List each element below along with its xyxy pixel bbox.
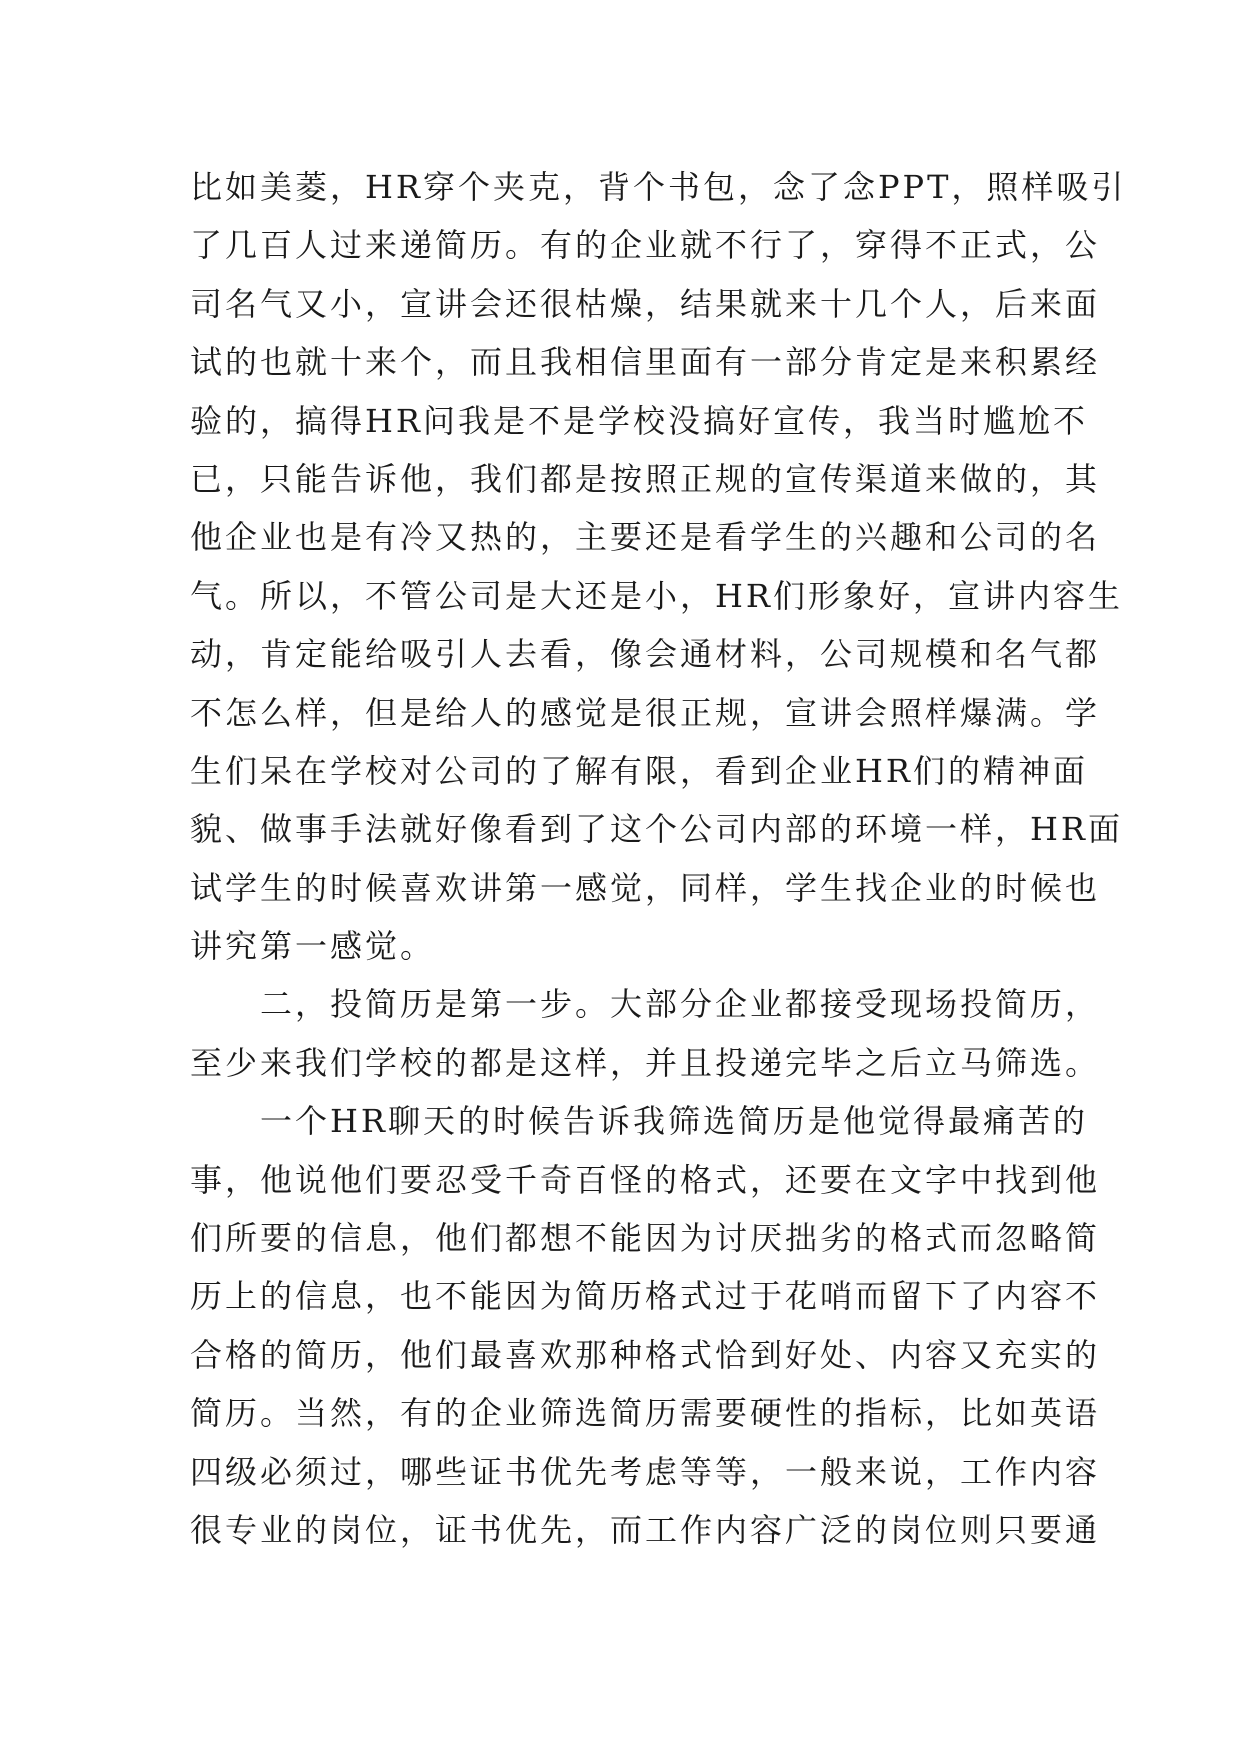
text-line: 试的也就十来个，而且我相信里面有一部分肯定是来积累经 [190, 343, 1101, 382]
text-line: 验的，搞得HR问我是不是学校没搞好宣传，我当时尴尬不 [190, 401, 1089, 440]
text-line: 气。所以，不管公司是大还是小，HR们形象好，宣讲内容生 [190, 576, 1124, 615]
body-text [190, 158, 1127, 1559]
text-line: 事，他说他们要忍受千奇百怪的格式，还要在文字中找到他 [190, 1160, 1101, 1199]
text-line: 很专业的岗位，证书优先，而工作内容广泛的岗位则只要通 [190, 1510, 1101, 1549]
text-line: 简历。当然，有的企业筛选简历需要硬性的指标，比如英语 [190, 1394, 1101, 1433]
text-line: 合格的简历，他们最喜欢那种格式恰到好处、内容又充实的 [190, 1335, 1101, 1374]
text-line: 历上的信息，也不能因为简历格式过于花哨而留下了内容不 [190, 1277, 1101, 1316]
text-line: 不怎么样，但是给人的感觉是很正规，宣讲会照样爆满。学 [190, 693, 1101, 732]
text-line: 貌、做事手法就好像看到了这个公司内部的环境一样，HR面 [190, 810, 1124, 849]
text-line: 比如美菱，HR穿个夹克，背个书包，念了念PPT，照样吸引 [190, 168, 1127, 206]
text-line: 四级必须过，哪些证书优先考虑等等，一般来说，工作内容 [190, 1452, 1101, 1491]
text-line: 生们呆在学校对公司的了解有限，看到企业HR们的精神面 [190, 751, 1089, 790]
text-line: 试学生的时候喜欢讲第一感觉，同样，学生找企业的时候也 [190, 868, 1101, 907]
text-line: 司名气又小，宣讲会还很枯燥，结果就来十几个人，后来面 [190, 284, 1101, 323]
text-line: 已，只能告诉他，我们都是按照正规的宣传渠道来做的，其 [190, 459, 1101, 498]
text-line: 至少来我们学校的都是这样，并且投递完毕之后立马筛选。 [190, 1043, 1101, 1082]
text-line: 讲究第一感觉。 [190, 927, 436, 966]
paragraph-first-line: 一个HR聊天的时候告诉我筛选简历是他觉得最痛苦的 [260, 1102, 1089, 1141]
text-line: 了几百人过来递简历。有的企业就不行了，穿得不正式，公 [190, 226, 1101, 265]
text-line: 们所要的信息，他们都想不能因为讨厌拙劣的格式而忽略简 [190, 1219, 1101, 1258]
paragraph-first-line: 二，投简历是第一步。大部分企业都接受现场投简历， [260, 985, 1101, 1024]
text-line: 动，肯定能给吸引人去看，像会通材料，公司规模和名气都 [190, 635, 1101, 674]
text-line: 他企业也是有冷又热的，主要还是看学生的兴趣和公司的名 [190, 518, 1101, 557]
